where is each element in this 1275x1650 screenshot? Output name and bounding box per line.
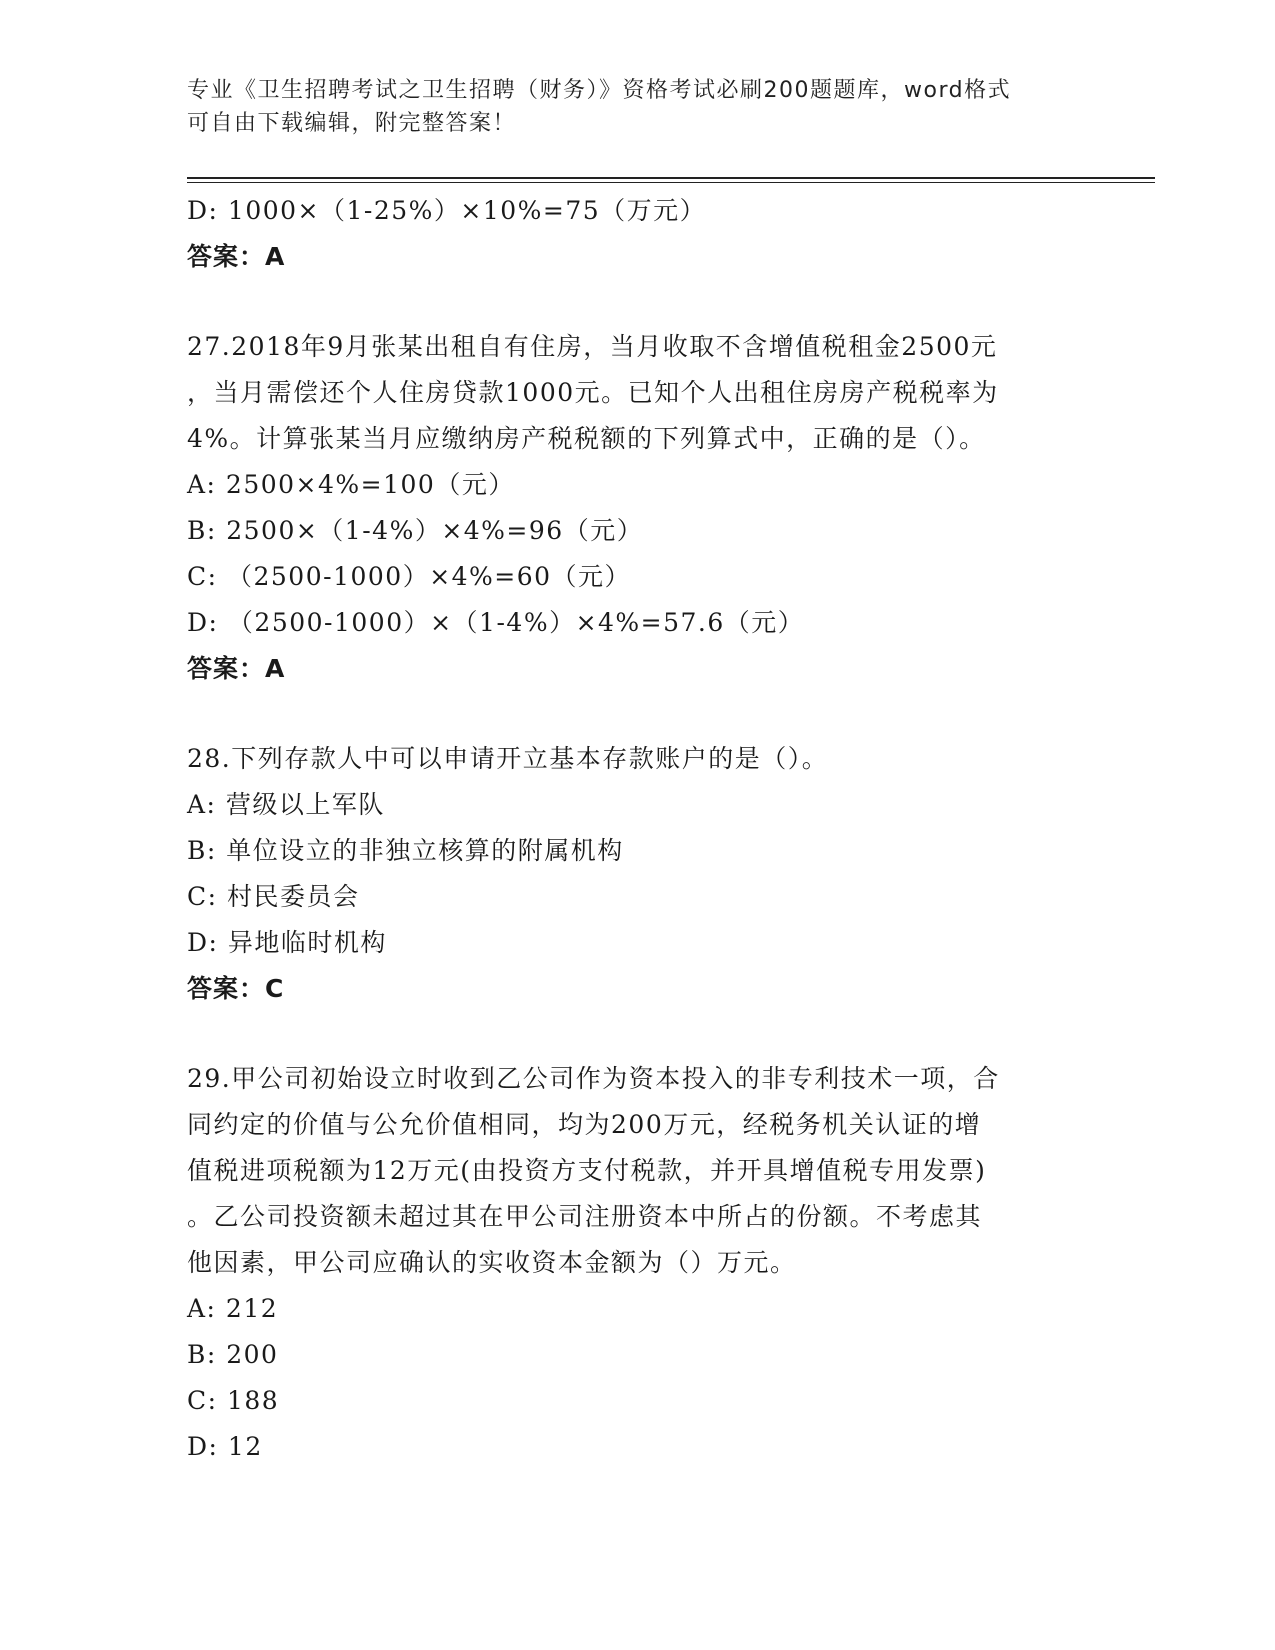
option-d: D: 异地临时机构 bbox=[187, 928, 387, 957]
option-a: A: 2500×4%=100（元） bbox=[187, 470, 515, 499]
question-28 bbox=[187, 736, 1087, 1012]
question-stem-line: 29.甲公司初始设立时收到乙公司作为资本投入的非专利技术一项，合 bbox=[187, 1064, 1000, 1093]
answer-label: 答案：A bbox=[187, 654, 286, 683]
question-stem-line: 27.2018年9月张某出租自有住房，当月收取不含增值税租金2500元 bbox=[187, 332, 998, 361]
question-26-tail bbox=[187, 188, 1087, 280]
question-stem-line: 。乙公司投资额未超过其在甲公司注册资本中所占的份额。不考虑其 bbox=[187, 1202, 983, 1231]
option-a: A: 212 bbox=[187, 1294, 279, 1323]
page-header bbox=[187, 74, 1077, 140]
option-c: C: （2500-1000）×4%=60（元） bbox=[187, 562, 632, 591]
option-d: D: 12 bbox=[187, 1432, 263, 1461]
header-divider bbox=[187, 177, 1155, 183]
answer-label: 答案：A bbox=[187, 242, 286, 271]
option-b: B: 200 bbox=[187, 1340, 279, 1369]
option-b: B: 单位设立的非独立核算的附属机构 bbox=[187, 836, 624, 865]
header-line-2: 可自由下载编辑，附完整答案！ bbox=[187, 111, 517, 136]
question-stem-line: 他因素，甲公司应确认的实收资本金额为（）万元。 bbox=[187, 1248, 797, 1277]
question-stem-line: 4%。计算张某当月应缴纳房产税税额的下列算式中，正确的是（）。 bbox=[187, 424, 986, 453]
answer-label: 答案：C bbox=[187, 974, 285, 1003]
option-b: B: 2500×（1-4%）×4%=96（元） bbox=[187, 516, 644, 545]
option-a: A: 营级以上军队 bbox=[187, 790, 385, 819]
question-27 bbox=[187, 324, 1087, 692]
header-line-1: 专业《卫生招聘考试之卫生招聘（财务）》资格考试必刷200题题库，word格式 bbox=[187, 78, 1012, 103]
option-d: D: （2500-1000）×（1-4%）×4%=57.6（元） bbox=[187, 608, 805, 637]
question-stem-line: 值税进项税额为12万元(由投资方支付税款，并开具增值税专用发票) bbox=[187, 1156, 987, 1185]
question-content bbox=[187, 188, 1087, 1470]
question-stem-line: 28.下列存款人中可以申请开立基本存款账户的是（）。 bbox=[187, 744, 829, 773]
question-29 bbox=[187, 1056, 1087, 1470]
question-stem-line: ，当月需偿还个人住房贷款1000元。已知个人出租住房房产税税率为 bbox=[187, 378, 999, 407]
question-stem-line: 同约定的价值与公允价值相同，均为200万元，经税务机关认证的增 bbox=[187, 1110, 982, 1139]
option-c: C: 188 bbox=[187, 1386, 280, 1415]
option-d: D: 1000×（1-25%）×10%=75（万元） bbox=[187, 196, 707, 225]
option-c: C: 村民委员会 bbox=[187, 882, 360, 911]
